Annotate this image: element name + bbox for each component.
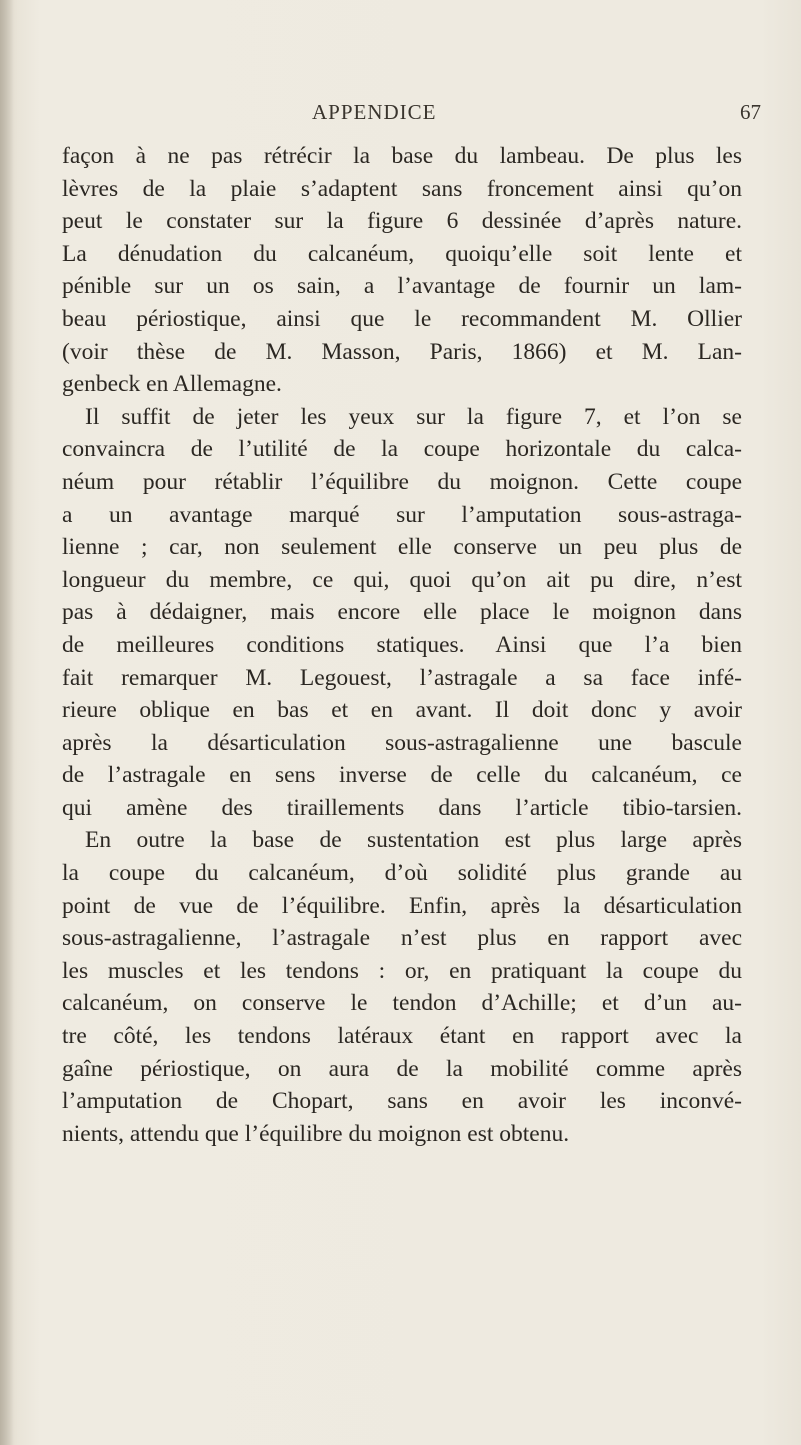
page-number: 67: [740, 100, 761, 124]
body-text: [62, 140, 742, 1150]
text-line: beau périostique, ainsi que le recommandent M. Ollier: [62, 305, 742, 332]
text-line: de meilleures conditions statiques. Ainsi que l’a bien: [62, 631, 742, 658]
text-line: longueur du membre, ce qui, quoi qu’on ait pu dire, n’est: [62, 566, 742, 593]
text-line: lèvres de la plaie s’adaptent sans froncement ainsi qu’on: [62, 175, 742, 202]
text-line: Il suffit de jeter les yeux sur la figure 7, et l’on se: [85, 403, 742, 430]
text-line: genbeck en Allemagne.: [62, 371, 282, 398]
text-line: gaîne périostique, on aura de la mobilité comme après: [62, 1055, 742, 1082]
text-line: lienne ; car, non seulement elle conserve un peu plus de: [62, 534, 742, 561]
page-header: [0, 100, 801, 130]
text-line: rieure oblique en bas et en avant. Il doit donc y avoir: [62, 697, 742, 724]
text-line: pas à dédaigner, mais encore elle place le moignon dans: [62, 599, 742, 626]
running-head: APPENDICE: [312, 100, 437, 124]
text-line: façon à ne pas rétrécir la base du lambeau. De plus les: [62, 143, 742, 169]
text-line: sous-astragalienne, l’astragale n’est plus en rapport avec: [62, 925, 742, 952]
text-line: La dénudation du calcanéum, quoiqu’elle soit lente et: [62, 240, 742, 267]
text-line: fait remarquer M. Legouest, l’astragale a sa face infé-: [62, 664, 742, 691]
text-line: les muscles et les tendons : or, en pratiquant la coupe du: [62, 957, 742, 984]
text-line: calcanéum, on conserve le tendon d’Achille; et d’un au-: [62, 990, 742, 1017]
gutter-shadow: [0, 0, 14, 1445]
text-line: pénible sur un os sain, a l’avantage de fournir un lam-: [62, 273, 742, 300]
text-line: néum pour rétablir l’équilibre du moignon. Cette coupe: [62, 468, 742, 495]
text-line: la coupe du calcanéum, d’où solidité plus grande au: [62, 860, 742, 887]
text-line: l’amputation de Chopart, sans en avoir les inconvé-: [62, 1088, 742, 1115]
text-line: En outre la base de sustentation est plus large après: [85, 827, 742, 854]
text-line: qui amène des tiraillements dans l’article tibio-tarsien.: [62, 794, 742, 821]
text-line: a un avantage marqué sur l’amputation sous-astraga-: [62, 501, 742, 528]
text-line: (voir thèse de M. Masson, Paris, 1866) et M. Lan-: [62, 338, 742, 365]
text-line: de l’astragale en sens inverse de celle du calcanéum, ce: [62, 762, 742, 789]
text-line: tre côté, les tendons latéraux étant en rapport avec la: [62, 1023, 742, 1050]
text-line: après la désarticulation sous-astragalienne une bascule: [62, 729, 742, 756]
text-line: nients, attendu que l’équilibre du moignon est obtenu.: [62, 1120, 570, 1147]
text-line: point de vue de l’équilibre. Enfin, après la désarticulation: [62, 892, 742, 919]
text-line: convaincra de l’utilité de la coupe horizontale du calca-: [62, 436, 742, 463]
text-line: peut le constater sur la figure 6 dessinée d’après nature.: [62, 208, 742, 235]
